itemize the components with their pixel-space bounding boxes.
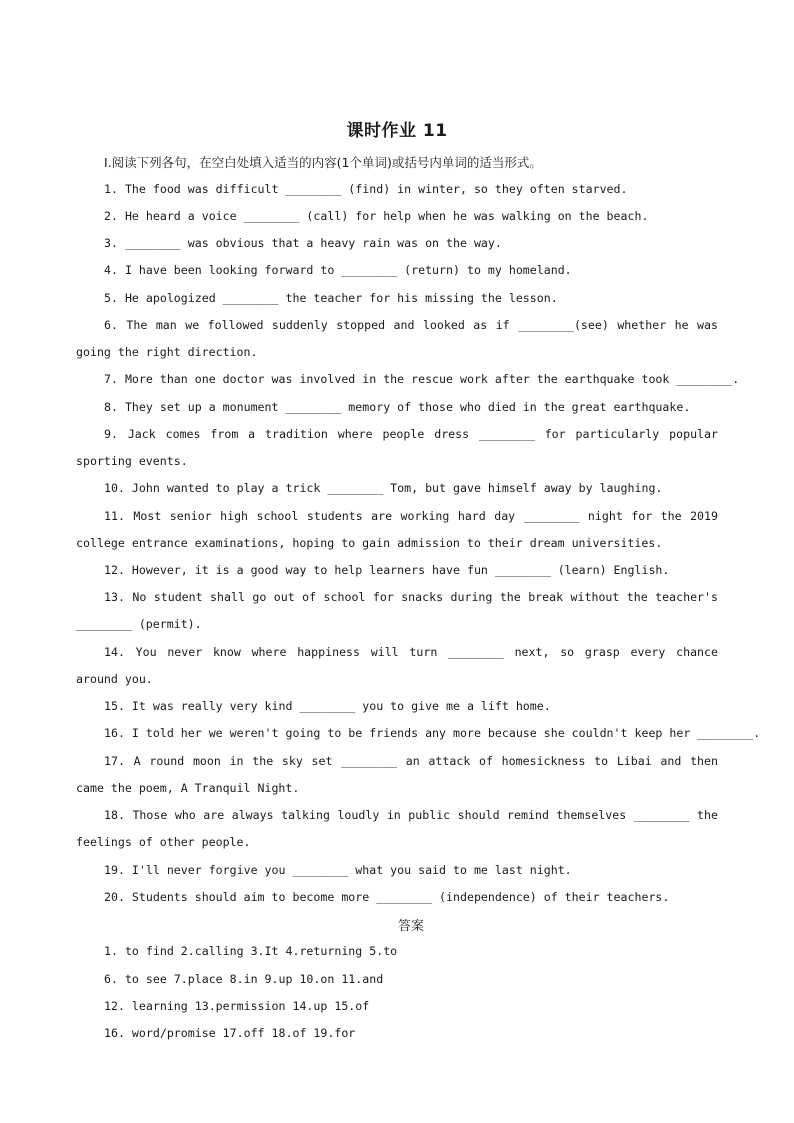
question-5: 5. He apologized ________ the teacher for his missing the lesson. [104, 291, 558, 305]
question-14: 14. You never know where happiness will turn ________ next, so grasp every chance around you. [76, 645, 718, 686]
question-3: 3. ________ was obvious that a heavy rain was on the way. [104, 236, 502, 250]
question-1: 1. The food was difficult ________ (find) in winter, so they often starved. [104, 182, 628, 196]
question-19: 19. I'll never forgive you ________ what you said to me last night. [104, 863, 572, 877]
answer-line-3: 12. learning 13.permission 14.up 15.of [104, 999, 370, 1013]
question-11: 11. Most senior high school students are working hard day ________ night for the 2019 college entrance examinations, hoping to gain admission to their dream universities. [76, 509, 718, 550]
question-12: 12. However, it is a good way to help learners have fun ________ (learn) English. [104, 563, 670, 577]
question-16: 16. I told her we weren't going to be friends any more because she couldn't keep her ________. [104, 726, 761, 740]
question-15: 15. It was really very kind ________ you to give me a lift home. [104, 699, 551, 713]
question-13: 13. No student shall go out of school for snacks during the break without the teacher's ________ (permit). [76, 590, 718, 631]
question-2: 2. He heard a voice ________ (call) for help when he was walking on the beach. [104, 209, 649, 223]
instruction-text: Ⅰ.阅读下列各句，在空白处填入适当的内容(1个单词)或括号内单词的适当形式。 [104, 155, 542, 170]
question-6: 6. The man we followed suddenly stopped and looked as if ________(see) whether he was going the right direction. [76, 318, 718, 359]
question-10: 10. John wanted to play a trick ________ Tom, but gave himself away by laughing. [104, 481, 663, 495]
page-title: 课时作业 11 [346, 121, 448, 141]
question-8: 8. They set up a monument ________ memory of those who died in the great earthquake. [104, 400, 691, 414]
question-20: 20. Students should aim to become more ________ (independence) of their teachers. [104, 890, 670, 904]
answers-heading: 答案 [397, 919, 424, 934]
question-7: 7. More than one doctor was involved in the rescue work after the earthquake took ________. [104, 372, 740, 386]
answer-line-4: 16. word/promise 17.off 18.of 19.for [104, 1026, 356, 1040]
answer-line-1: 1. to find 2.calling 3.It 4.returning 5.to [104, 944, 398, 958]
answer-line-2: 6. to see 7.place 8.in 9.up 10.on 11.and [104, 972, 384, 986]
question-4: 4. I have been looking forward to ________ (return) to my homeland. [104, 263, 572, 277]
question-18: 18. Those who are always talking loudly in public should remind themselves ________ the feelings of other people. [76, 808, 718, 849]
question-9: 9. Jack comes from a tradition where people dress ________ for particularly popular sporting events. [76, 427, 718, 468]
question-17: 17. A round moon in the sky set ________ an attack of homesickness to Libai and then came the poem, A Tranquil Night. [76, 754, 718, 795]
